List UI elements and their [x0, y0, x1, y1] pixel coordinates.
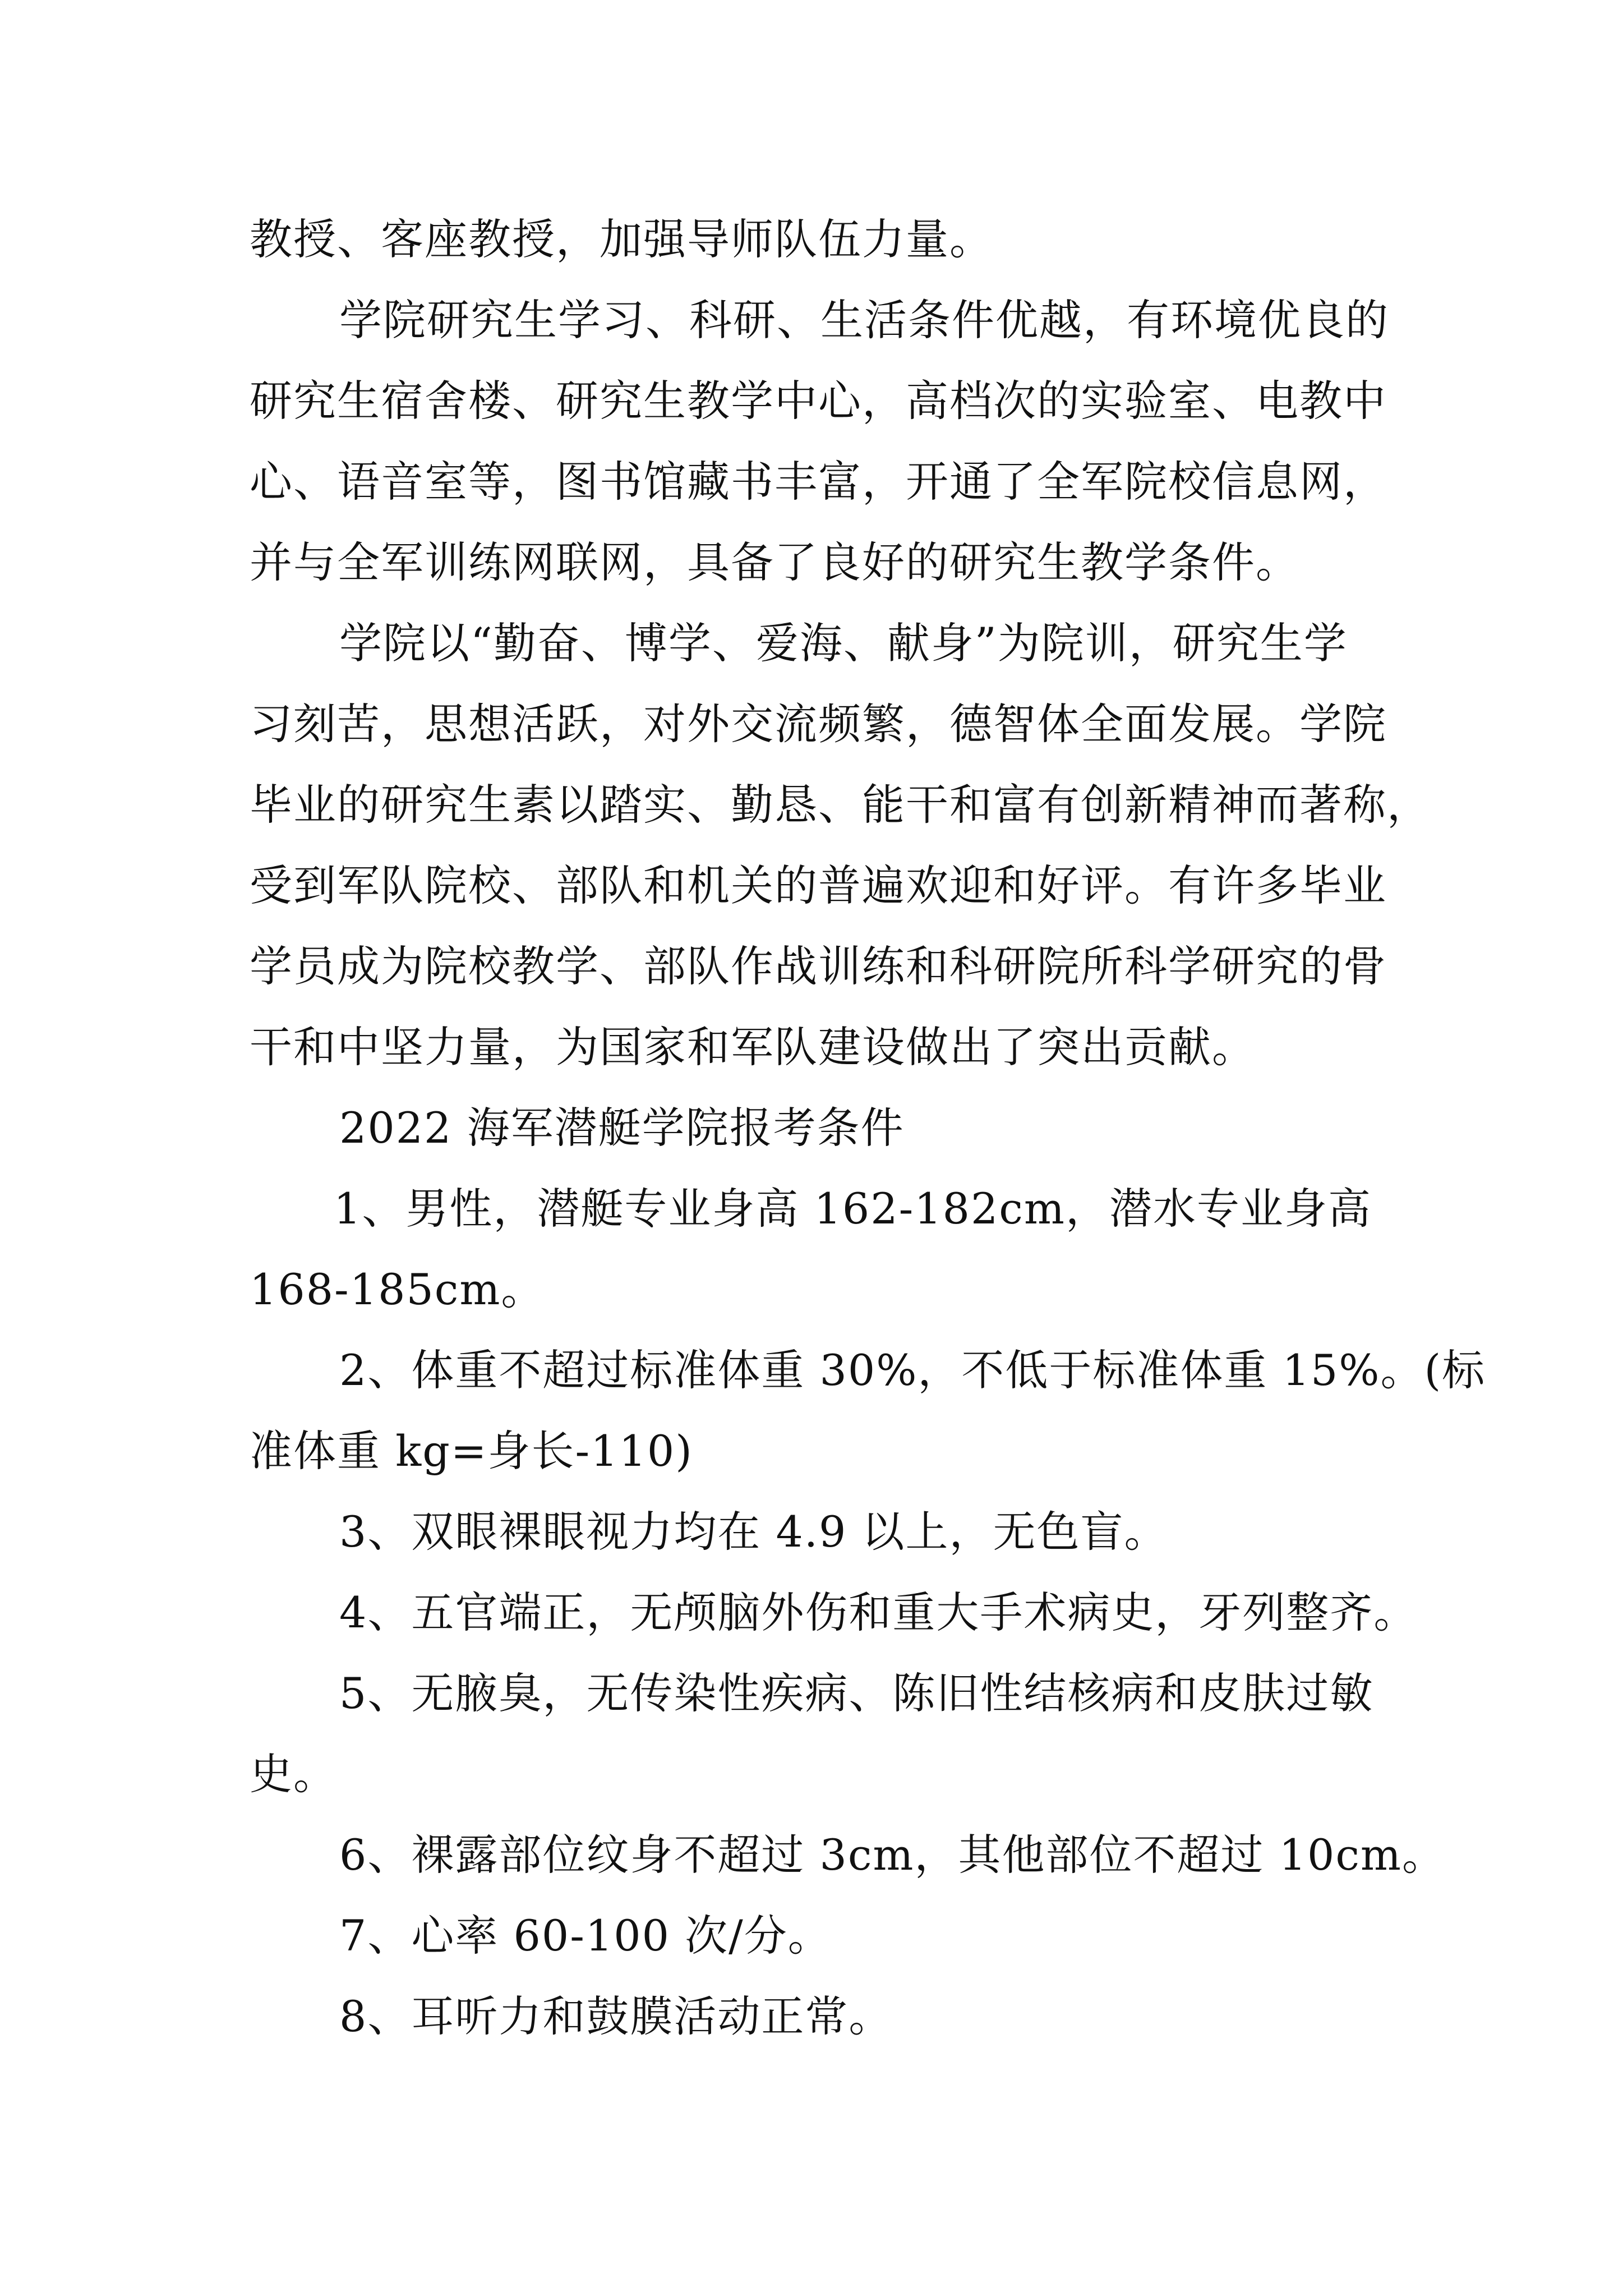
- paragraph-line-3: 研究生宿舍楼、研究生教学中心，高档次的实验室、电教中: [250, 376, 1387, 426]
- condition-1-line-1: 1、男性，潜艇专业身高 162-182cm，潜水专业身高: [334, 1184, 1372, 1234]
- paragraph-line-7: 习刻苦，思想活跃，对外交流频繁，德智体全面发展。学院: [250, 699, 1387, 749]
- condition-6: 6、裸露部位纹身不超过 3cm，其他部位不超过 10cm。: [339, 1830, 1446, 1880]
- condition-2-line-1: 2、体重不超过标准体重 30%，不低于标准体重 15%。(标: [339, 1345, 1486, 1395]
- paragraph-line-1: 教授、客座教授，加强导师队伍力量。: [250, 214, 993, 264]
- condition-7: 7、心率 60-100 次/分。: [339, 1911, 832, 1961]
- condition-4: 4、五官端正，无颅脑外伤和重大手术病史，牙列整齐。: [339, 1588, 1418, 1637]
- paragraph-line-5: 并与全军训练网联网，具备了良好的研究生教学条件。: [250, 537, 1299, 587]
- paragraph-line-2: 学院研究生学习、科研、生活条件优越，有环境优良的: [339, 295, 1389, 345]
- section-heading: 2022 海军潜艇学院报考条件: [339, 1103, 905, 1153]
- paragraph-line-10: 学员成为院校教学、部队作战训练和科研院所科学研究的骨: [250, 941, 1387, 991]
- paragraph-line-11: 干和中坚力量，为国家和军队建设做出了突出贡献。: [250, 1022, 1256, 1072]
- paragraph-line-8: 毕业的研究生素以踏实、勤恳、能干和富有创新精神而著称，: [250, 780, 1431, 830]
- paragraph-line-6: 学院以“勤奋、博学、爱海、献身”为院训，研究生学: [339, 618, 1348, 668]
- condition-8: 8、耳听力和鼓膜活动正常。: [339, 1991, 893, 2041]
- condition-3: 3、双眼裸眼视力均在 4.9 以上，无色盲。: [339, 1507, 1168, 1557]
- paragraph-line-4: 心、语音室等，图书馆藏书丰富，开通了全军院校信息网，: [250, 457, 1387, 507]
- condition-5-line-2: 史。: [250, 1749, 337, 1799]
- condition-2-line-2: 准体重 kg=身长-110): [250, 1426, 693, 1476]
- condition-1-line-2: 168-185cm。: [250, 1264, 545, 1314]
- condition-5-line-1: 5、无腋臭，无传染性疾病、陈旧性结核病和皮肤过敏: [339, 1668, 1374, 1718]
- document-body: [250, 199, 1486, 2057]
- paragraph-line-9: 受到军队院校、部队和机关的普遍欢迎和好评。有许多毕业: [250, 861, 1387, 910]
